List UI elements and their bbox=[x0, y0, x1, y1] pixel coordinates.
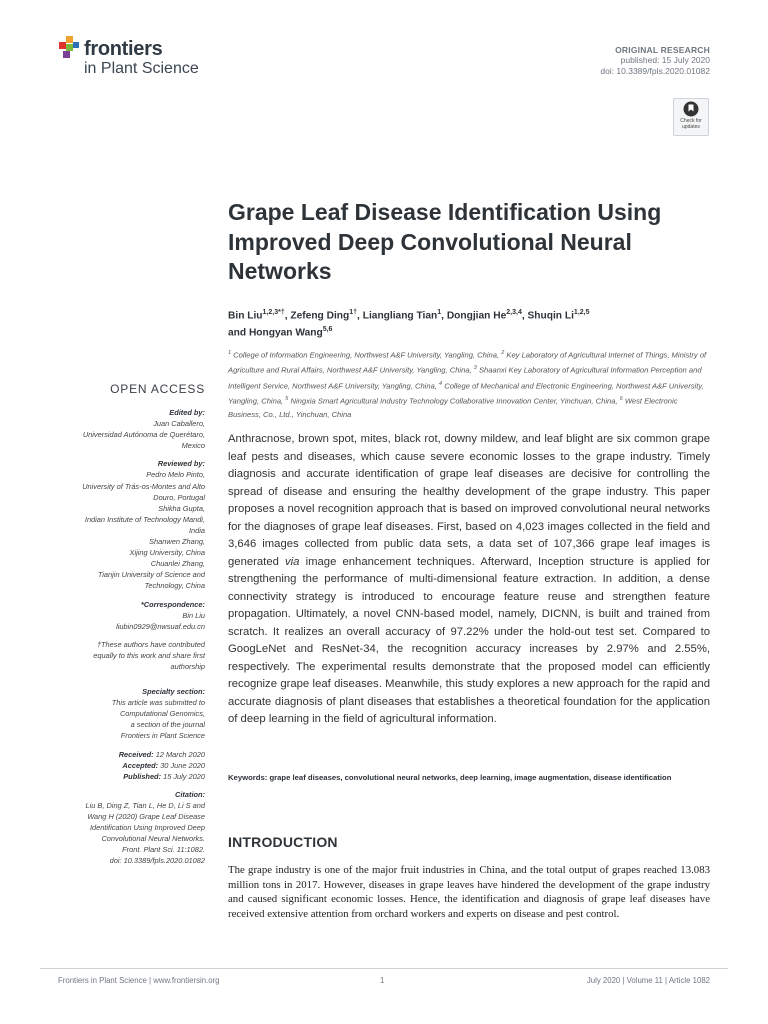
correspondence-list[interactable] bbox=[40, 610, 205, 632]
specialty-list bbox=[40, 697, 205, 741]
bookmark-icon bbox=[683, 101, 699, 117]
sidebar-line: Identification Using Improved Deep bbox=[89, 823, 205, 833]
correspondence-label: *Correspondence: bbox=[140, 599, 205, 609]
sidebar-line: Mexico bbox=[181, 441, 205, 451]
article-type: ORIGINAL RESEARCH bbox=[615, 45, 710, 55]
specialty-label: Specialty section: bbox=[142, 687, 205, 697]
section-heading-introduction: INTRODUCTION bbox=[228, 834, 338, 850]
sidebar-line: India bbox=[188, 525, 205, 535]
sidebar-line: Computational Genomics, bbox=[119, 709, 205, 719]
author-name[interactable]: Shuqin Li bbox=[527, 310, 574, 322]
published-date: published: 15 July 2020 bbox=[620, 55, 710, 65]
article-sidebar bbox=[40, 407, 205, 866]
author-list: Bin Liu$^{1,2,3*\dagger}$, Zefeng Ding$^{1\dagger}$, Liangliang Tian$^1$, Dongjian He$^{2,3,4}$, Shuqin Li$^{1,2,5}$ and Hongyan Wang$^{5,6}$ bbox=[228, 309, 590, 339]
author-name[interactable]: Zefeng Ding bbox=[290, 310, 350, 322]
author-name[interactable]: Bin Liu bbox=[228, 310, 263, 322]
sidebar-line: Pedro Melo Pinto, bbox=[146, 470, 205, 480]
journal-name: in Plant Science bbox=[84, 60, 199, 77]
journal-logo[interactable] bbox=[58, 34, 228, 82]
sidebar-line: Tianjin University of Science and bbox=[97, 570, 205, 580]
edited-by-list bbox=[40, 418, 205, 451]
sidebar-line: Front. Plant Sci. 11:1082. bbox=[122, 845, 205, 855]
keywords-label: Keywords: bbox=[228, 773, 268, 782]
sidebar-line: Wang H (2020) Grape Leaf Disease bbox=[87, 812, 205, 821]
sidebar-line: equally to this work and share first bbox=[93, 650, 205, 660]
sidebar-line: Liu B, Ding Z, Tian L, He D, Li S and bbox=[85, 800, 205, 810]
sidebar-line: Juan Caballero, bbox=[153, 419, 205, 429]
sidebar-line: Bin Liu bbox=[182, 610, 205, 620]
author-name[interactable]: and Hongyan Wang bbox=[228, 327, 323, 339]
sidebar-line: Chuanlei Zhang, bbox=[150, 559, 205, 569]
footer-divider bbox=[40, 968, 728, 969]
check-for-updates-button[interactable] bbox=[673, 98, 709, 136]
footer-issue-info: July 2020 | Volume 11 | Article 1082 bbox=[586, 976, 710, 985]
sidebar-line: Frontiers in Plant Science bbox=[120, 731, 205, 741]
sidebar-line: Shikha Gupta, bbox=[158, 503, 205, 513]
reviewed-by-label: Reviewed by: bbox=[157, 459, 205, 469]
sidebar-line: Indian Institute of Technology Mandi, bbox=[84, 514, 205, 524]
article-meta bbox=[600, 45, 710, 77]
article-title: Grape Leaf Disease Identification Using Improved Deep Convolutional Neural Networks bbox=[228, 199, 662, 284]
received-date: Received: 12 March 2020 bbox=[118, 749, 205, 759]
abstract: Anthracnose, brown spot, mites, black rot, downy mildew, and leaf blight are six common grape leaf pests and diseases, which cause severe economic losses to the grape industry. Timely diagnosis and accurate identification of grape leaf diseases are decisive for controlling the spread of disease and ensuring the healthy development of the grape industry. This paper proposes a novel recognition approach that is based on improved convolutional neural networks for the diagnoses of grape leaf diseases. First, based on 4,023 images collected in the field and 3,646 images collected from public data sets, a data set of 107,366 grape leaf images is generated via image enhancement techniques. Afterward, Inception structure is applied for strengthening the performance of multi-dimensional feature extraction. In addition, a dense connectivity strategy is introduced to encourage feature reuse and strengthen feature propagation. Ultimately, a novel CNN-based model, namely, DICNN, is built and trained from scratch. It realizes an overall accuracy of 97.22% under the hold-out test set. Compared to GoogLeNet and ResNet-34, the recognition accuracy increases by 2.97% and 2.55%, respectively. The experimental results demonstrate that the proposed model can efficiently recognize grape leaf diseases. Meanwhile, this study explores a new approach for the rapid and accurate diagnosis of plant diseases that establishes a theoretical foundation for the application of deep learning in the field of agricultural information. bbox=[228, 433, 710, 725]
introduction-paragraph: The grape industry is one of the major fruit industries in China, and the total output of grapes reached 13.083 million tons in 2017. However, diseases in grape leaves have hindered the development of the grape industry and caused significant economic losses. Hence, the identification and diagnosis of grape leaf diseases have received extensive attention from orchard workers and experts on disease and pest control. bbox=[228, 864, 710, 921]
author-name[interactable]: Liangliang Tian bbox=[362, 310, 438, 322]
sidebar-line: Shanwen Zhang, bbox=[149, 537, 205, 547]
citation-list bbox=[40, 800, 205, 867]
citation-label: Citation: bbox=[175, 789, 205, 799]
keywords bbox=[228, 772, 710, 784]
sidebar-line: Douro, Portugal bbox=[153, 492, 205, 502]
author-name[interactable]: Dongjian He bbox=[446, 310, 507, 322]
sidebar-line: authorship bbox=[170, 661, 205, 671]
reviewed-by-list bbox=[40, 469, 205, 591]
keywords-list: grape leaf diseases, convolutional neural networks, deep learning, image augmentation, disease identification bbox=[269, 773, 672, 782]
brand-name: frontiers bbox=[84, 38, 163, 60]
sidebar-line: †These authors have contributed bbox=[96, 639, 205, 649]
sidebar-line: a section of the journal bbox=[130, 720, 205, 730]
frontiers-logo-icon bbox=[58, 36, 80, 60]
edited-by-label: Edited by: bbox=[169, 408, 205, 417]
accepted-date: Accepted: 30 June 2020 bbox=[122, 760, 205, 770]
sidebar-line: liubin0929@nwsuaf.edu.cn bbox=[116, 621, 205, 631]
sidebar-line: Universidad Autónoma de Querétaro, bbox=[82, 430, 205, 440]
sidebar-line: University of Trás-os-Montes and Alto bbox=[82, 481, 205, 491]
sidebar-line: doi: 10.3389/fpls.2020.01082 bbox=[109, 856, 205, 866]
page-number: 1 bbox=[380, 976, 385, 985]
footer-journal-link[interactable]: Frontiers in Plant Science | www.frontiersin.org bbox=[58, 976, 220, 985]
open-access-label: OPEN ACCESS bbox=[110, 382, 205, 396]
sidebar-line: This article was submitted to bbox=[111, 698, 205, 708]
sidebar-line: Technology, China bbox=[144, 581, 205, 591]
published-date-sidebar: Published: 15 July 2020 bbox=[123, 771, 205, 781]
check-updates-label: Check for updates bbox=[680, 118, 702, 130]
sidebar-line: Convolutional Neural Networks. bbox=[101, 834, 205, 844]
equal-contribution-note bbox=[40, 639, 205, 672]
doi-link[interactable]: doi: 10.3389/fpls.2020.01082 bbox=[600, 66, 710, 76]
affiliations: $^1$ College of Information Engineering, Northwest A&F University, Yangling, China, $^2$ Key Laboratory of Agricultural Internet of Things, Ministry of Agriculture and Rural Affairs, Northwest A&F University, Yangling, China, $^3$ Shaanxi Key Laboratory of Agricultural Information Perception and Intelligent Service, Northwest A&F University, Yangling, China, $^4$ College of Mechanical and Electronic Engineering, Northwest A&F University, Yangling, China, $^5$ Ningxia Smart Agricultural Industry Technology Collaborative Innovation Center, Yinchuan, China, $^6$ West Electronic Business, Co., Ltd., Yinchuan, China bbox=[228, 350, 707, 419]
sidebar-line: Xijing University, China bbox=[129, 548, 205, 558]
